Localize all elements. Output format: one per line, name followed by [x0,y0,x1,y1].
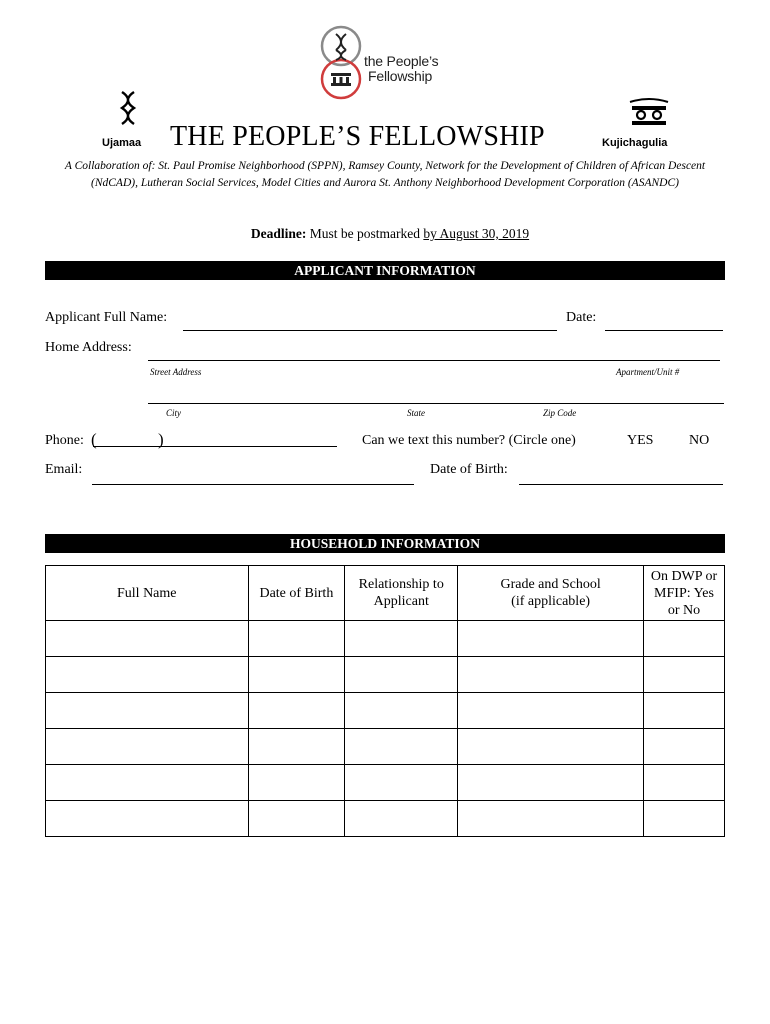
fellowship-logo [318,24,458,102]
date-label: Date: [566,310,597,325]
table-cell[interactable] [345,657,458,693]
dob-field[interactable] [519,484,723,485]
table-cell[interactable] [644,765,725,801]
ujamaa-symbol-icon [118,90,138,126]
applicant-section-header: APPLICANT INFORMATION [45,261,725,280]
column-header-dwp-mfip: On DWP or MFIP: Yes or No [644,566,725,621]
table-cell[interactable] [248,801,345,837]
table-cell[interactable] [345,801,458,837]
ujamaa-label: Ujamaa [102,137,142,149]
street-address-field[interactable] [148,360,720,361]
deadline-label: Deadline: [250,226,307,241]
phone-close-paren: ) [158,430,164,449]
street-address-caption: Street Address [150,367,202,377]
text-option-no[interactable]: NO [689,433,710,448]
state-caption: State [407,408,425,418]
table-cell[interactable] [248,621,345,657]
table-row [46,765,725,801]
apartment-caption: Apartment/Unit # [616,367,680,377]
table-cell[interactable] [345,765,458,801]
table-cell[interactable] [345,729,458,765]
table-cell[interactable] [644,729,725,765]
table-cell[interactable] [46,621,249,657]
household-section-header: HOUSEHOLD INFORMATION [45,534,725,553]
column-header-full-name: Full Name [46,566,249,621]
kujichagulia-symbol-icon [628,96,670,128]
date-field[interactable] [605,330,723,331]
zip-caption: Zip Code [543,408,577,418]
full-name-field[interactable] [183,330,557,331]
phone-open-paren: ( [91,430,97,449]
deadline-text: Must be postmarked [306,226,424,241]
column-header-grade-school: Grade and School (if applicable) [458,566,644,621]
email-label: Email: [45,462,83,477]
text-option-yes[interactable]: YES [627,433,654,448]
table-cell[interactable] [46,657,249,693]
column-header-date-of-birth: Date of Birth [248,566,345,621]
table-cell[interactable] [345,693,458,729]
table-cell[interactable] [345,621,458,657]
full-name-label: Applicant Full Name: [45,310,168,325]
deadline-date: by August 30, 2019 [423,226,530,241]
table-header-row [46,566,725,621]
table-cell[interactable] [46,801,249,837]
phone-label: Phone: [45,433,84,448]
city-caption: City [166,408,181,418]
fellowship-logo-icon [318,24,364,102]
email-field[interactable] [92,484,414,485]
table-cell[interactable] [46,693,249,729]
table-cell[interactable] [458,693,644,729]
table-cell[interactable] [458,729,644,765]
dob-label: Date of Birth: [430,462,508,477]
table-cell[interactable] [248,657,345,693]
column-header-relationship: Relationship to Applicant [345,566,458,621]
table-cell[interactable] [644,657,725,693]
logo-line-2: Fellowship [368,68,433,84]
table-row [46,729,725,765]
table-row [46,657,725,693]
city-state-zip-field[interactable] [148,403,724,404]
table-cell[interactable] [248,693,345,729]
table-cell[interactable] [248,729,345,765]
table-cell[interactable] [458,801,644,837]
home-address-label: Home Address: [45,340,132,355]
phone-field[interactable] [93,446,337,447]
table-row [46,621,725,657]
table-cell[interactable] [248,765,345,801]
table-cell[interactable] [644,801,725,837]
table-cell[interactable] [46,729,249,765]
table-cell[interactable] [644,621,725,657]
logo-line-1: the People’s [364,53,439,69]
household-table [45,565,725,837]
table-row [46,693,725,729]
table-cell[interactable] [644,693,725,729]
kujichagulia-label: Kujichagulia [602,137,668,149]
table-cell[interactable] [458,657,644,693]
text-question: Can we text this number? (Circle one) [362,433,576,448]
table-row [46,801,725,837]
collaboration-text: A Collaboration of: St. Paul Promise Neighborhood (SPPN), Ramsey County, Network for the Development of Children of African Descent (NdCAD), Lutheran Social Services, Model Cities and Aurora St. Anthony Neighborhood Development Corporation (ASANDC) [64,160,706,189]
table-cell[interactable] [458,765,644,801]
page-title: THE PEOPLE’S FELLOWSHIP [170,121,545,152]
deadline [0,226,770,242]
table-cell[interactable] [46,765,249,801]
table-cell[interactable] [458,621,644,657]
